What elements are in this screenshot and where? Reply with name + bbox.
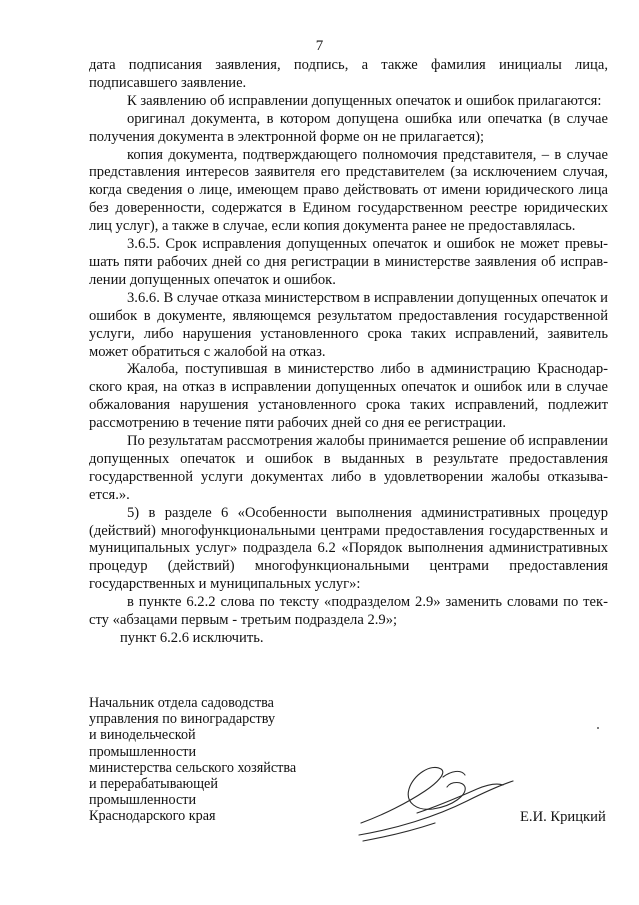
paragraph: в пункте 6.2.2 слова по тексту «подразделом 2.9» заменить словами по тексту «абзацами первым - третьим подраздела 2.9»; [89, 594, 608, 629]
paragraph: К заявлению об исправлении допущенных опечаток и ошибок прилагаются: [127, 92, 602, 109]
paragraph: дата подписания заявления, подпись, а также фамилия инициалы лица, подписавшего заявление. [89, 57, 608, 91]
paragraph: 3.6.5. Срок исправления допущенных опечаток и ошибок не может превышать пяти рабочих дней со дня регистрации в министерстве заявления об исправлении допущенных опечаток и ошибок. [89, 236, 608, 288]
signer-position-line: промышленности [89, 792, 197, 809]
signer-position-line: Краснодарского края [89, 808, 216, 825]
scan-speck [597, 727, 599, 729]
signer-position-line: управления по виноградарству [89, 711, 276, 728]
paragraph: 3.6.6. В случае отказа министерством в исправлении допущенных опечаток и ошибок в документе, являющемся результатом предоставления государственной услуги, либо нарушения установленного срока таких исправлений, заявитель может обратиться с жалобой на отказ. [89, 289, 608, 360]
signer-name: Е.И. Крицкий [520, 809, 606, 825]
paragraph: Жалоба, поступившая в министерство либо в администрацию Краснодарского края, на отказ в исправлении допущенных опечаток и ошибок или в случае обжалования нарушения установленного срока таких исправлений, подлежит рассмотрению в течение пяти рабочих дней со дня ее регистрации. [89, 361, 608, 432]
paragraph: пункт 6.2.6 исключить. [120, 630, 264, 646]
signer-position [89, 695, 349, 825]
paragraph: По результатам рассмотрения жалобы принимается решение об исправлении допущенных опечаток и ошибок в выданных в результате предоставления государственной услуги документах либо в удовлетворении жалобы отказывается.». [89, 433, 608, 503]
signer-position-line: министерства сельского хозяйства [89, 759, 297, 776]
page-number: 7 [315, 38, 324, 54]
paragraph: копия документа, подтверждающего полномочия представителя, – в случае представления интересов заявителя его представителем (за исключением случая, когда сведения о лице, имеющем право действовать от имени юридического лица без доверенности, содержатся в Едином государственном реестре юридических лиц услуг), а также в случае, если копия документа ранее не предоставлялась. [89, 146, 608, 235]
signer-position-line: Начальник отдела садоводства [89, 695, 274, 711]
signer-position-line: и винодельческой [89, 727, 196, 744]
paragraph: 5) в разделе 6 «Особенности выполнения административных процедур (действий) многофункциональными центрами предоставления государственных и муниципальных услуг» подраздела 6.2 «Порядок выполнения административных процедур (действий) многофункциональными центрами предоставления государственных и муниципальных услуг»: [89, 504, 608, 593]
handwritten-signature [355, 755, 520, 845]
paragraph: оригинал документа, в котором допущена ошибка или опечатка (в случае получения документа в электронной форме он не прилагается); [89, 110, 608, 145]
body-text [89, 57, 608, 648]
signer-position-line: промышленности [89, 743, 197, 760]
signer-position-line: и перерабатывающей [89, 776, 218, 793]
